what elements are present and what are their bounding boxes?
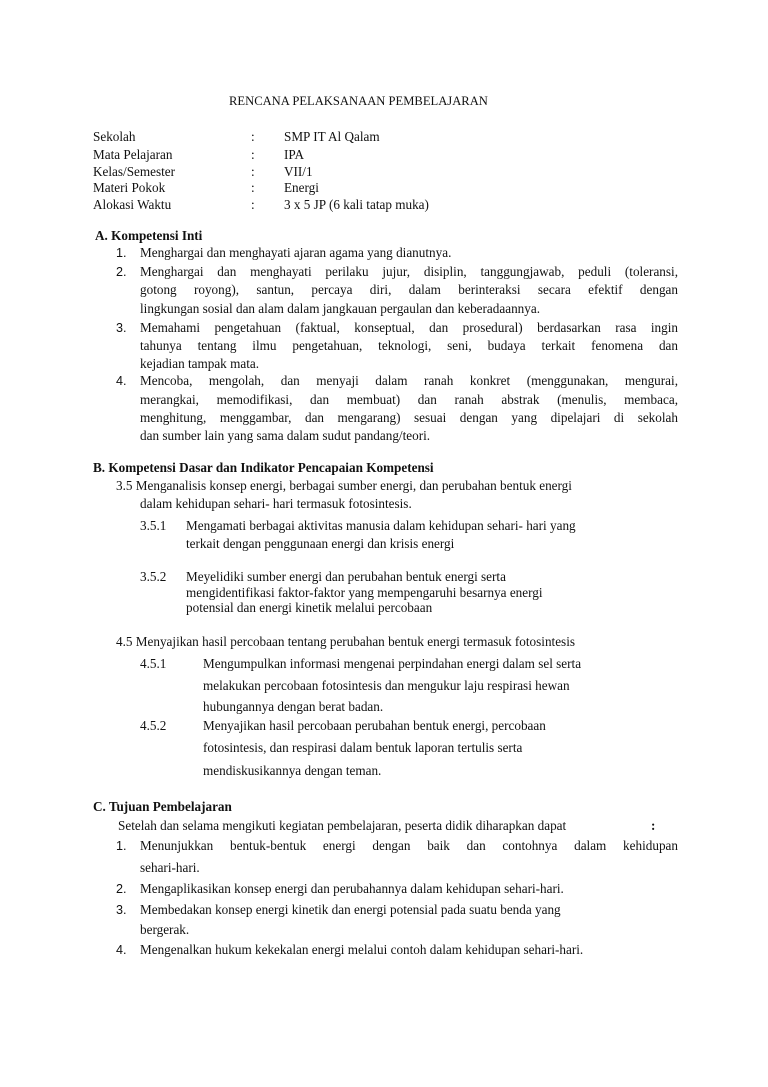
section-heading: C. Tujuan Pembelajaran: [93, 799, 232, 814]
list-number: 4.: [116, 374, 127, 388]
indicator-number: 3.5.1: [140, 518, 167, 533]
list-item-line: Menunjukkan bentuk-bentuk energi dengan baik dan contohnya dalam kehidupan: [140, 838, 678, 853]
identity-value: 3 x 5 JP (6 kali tatap muka): [284, 197, 429, 212]
list-number: 2.: [116, 882, 127, 896]
identity-label: Materi Pokok: [93, 180, 166, 195]
indicator-line: Mengamati berbagai aktivitas manusia dalam kehidupan sehari- hari yang: [186, 518, 576, 533]
indicator-number: 4.5.2: [140, 718, 167, 733]
indicator-line: fotosintesis, dan respirasi dalam bentuk laporan tertulis serta: [203, 740, 523, 755]
kd-line: dalam kehidupan sehari- hari termasuk fotosintesis.: [140, 496, 412, 511]
list-item-line: dan sumber lain yang sama dalam sudut pandang/teori.: [140, 428, 431, 443]
list-item-line: Mengaplikasikan konsep energi dan perubahannya dalam kehidupan sehari-hari.: [140, 881, 564, 896]
section-heading: A. Kompetensi Inti: [95, 228, 203, 243]
identity-label: Kelas/Semester: [93, 164, 176, 179]
indicator-line: melakukan percobaan fotosintesis dan mengukur laju respirasi hewan: [203, 678, 570, 693]
identity-separator: :: [251, 147, 255, 162]
list-item-line: merangkai, memodifikasi, dan membuat) dan ranah abstrak (menulis, membaca,: [140, 392, 678, 407]
list-item-line: lingkungan sosial dan alam dalam jangkauan pergaulan dan keberadaannya.: [140, 301, 540, 316]
indicator-line: Meyelidiki sumber energi dan perubahan bentuk energi serta: [186, 569, 506, 584]
identity-value: SMP IT Al Qalam: [284, 129, 380, 144]
list-item-line: Membedakan konsep energi kinetik dan energi potensial pada suatu benda yang: [140, 902, 561, 917]
list-item-line: kejadian tampak mata.: [140, 356, 260, 371]
list-number: 3.: [116, 903, 127, 917]
section-heading: B. Kompetensi Dasar dan Indikator Pencapaian Kompetensi: [93, 460, 434, 475]
indicator-number: 3.5.2: [140, 569, 167, 584]
indicator-line: Menyajikan hasil percobaan perubahan bentuk energi, percobaan: [203, 718, 546, 733]
document-title: RENCANA PELAKSANAAN PEMBELAJARAN: [229, 94, 488, 108]
identity-separator: :: [251, 129, 255, 144]
list-item-line: sehari-hari.: [140, 860, 200, 875]
list-item-line: Mengenalkan hukum kekekalan energi melalui contoh dalam kehidupan sehari-hari.: [140, 942, 584, 957]
list-number: 3.: [116, 321, 127, 335]
list-number: 4.: [116, 943, 127, 957]
indicator-line: mendiskusikannya dengan teman.: [203, 763, 382, 778]
indicator-line: potensial dan energi kinetik melalui percobaan: [186, 600, 433, 615]
identity-value: VII/1: [284, 164, 313, 179]
list-item-line: Mencoba, mengolah, dan menyaji dalam ranah konkret (menggunakan, mengurai,: [140, 373, 678, 388]
list-item-line: tahunya tentang ilmu pengetahuan, teknologi, seni, budaya terkait fenomena dan: [140, 338, 678, 353]
indicator-line: terkait dengan penggunaan energi dan krisis energi: [186, 536, 455, 551]
indicator-number: 4.5.1: [140, 656, 167, 671]
intro-colon: :: [651, 818, 656, 833]
indicator-line: mengidentifikasi faktor-faktor yang mempengaruhi besarnya energi: [186, 585, 543, 600]
list-item-line: Memahami pengetahuan (faktual, konseptual, dan prosedural) berdasarkan rasa ingin: [140, 320, 678, 335]
identity-label: Mata Pelajaran: [93, 147, 173, 162]
identity-separator: :: [251, 180, 255, 195]
indicator-line: hubungannya dengan berat badan.: [203, 699, 384, 714]
identity-value: IPA: [284, 147, 305, 162]
indicator-line: Mengumpulkan informasi mengenai perpindahan energi dalam sel serta: [203, 656, 582, 671]
identity-separator: :: [251, 197, 255, 212]
list-item-line: gotong royong), santun, percaya diri, dalam berinteraksi secara efektif dengan: [140, 282, 678, 297]
list-item-line: Menghargai dan menghayati perilaku jujur, disiplin, tanggungjawab, peduli (toleransi,: [140, 264, 678, 279]
kd-line: 4.5 Menyajikan hasil percobaan tentang perubahan bentuk energi termasuk fotosintesis: [116, 634, 575, 649]
list-item-line: menghitung, menggambar, dan mengarang) sesuai dengan yang dipelajari di sekolah: [140, 410, 678, 425]
identity-label: Sekolah: [93, 129, 136, 144]
list-item-line: Menghargai dan menghayati ajaran agama yang dianutnya.: [140, 245, 452, 260]
identity-label: Alokasi Waktu: [93, 197, 172, 212]
list-item-line: bergerak.: [140, 922, 190, 937]
kd-line: 3.5 Menganalisis konsep energi, berbagai sumber energi, dan perubahan bentuk energi: [116, 478, 572, 493]
list-number: 1.: [116, 246, 127, 260]
list-number: 2.: [116, 265, 127, 279]
list-number: 1.: [116, 839, 127, 853]
identity-separator: :: [251, 164, 255, 179]
intro-line: Setelah dan selama mengikuti kegiatan pembelajaran, peserta didik diharapkan dapat: [118, 818, 567, 833]
identity-value: Energi: [284, 180, 319, 195]
